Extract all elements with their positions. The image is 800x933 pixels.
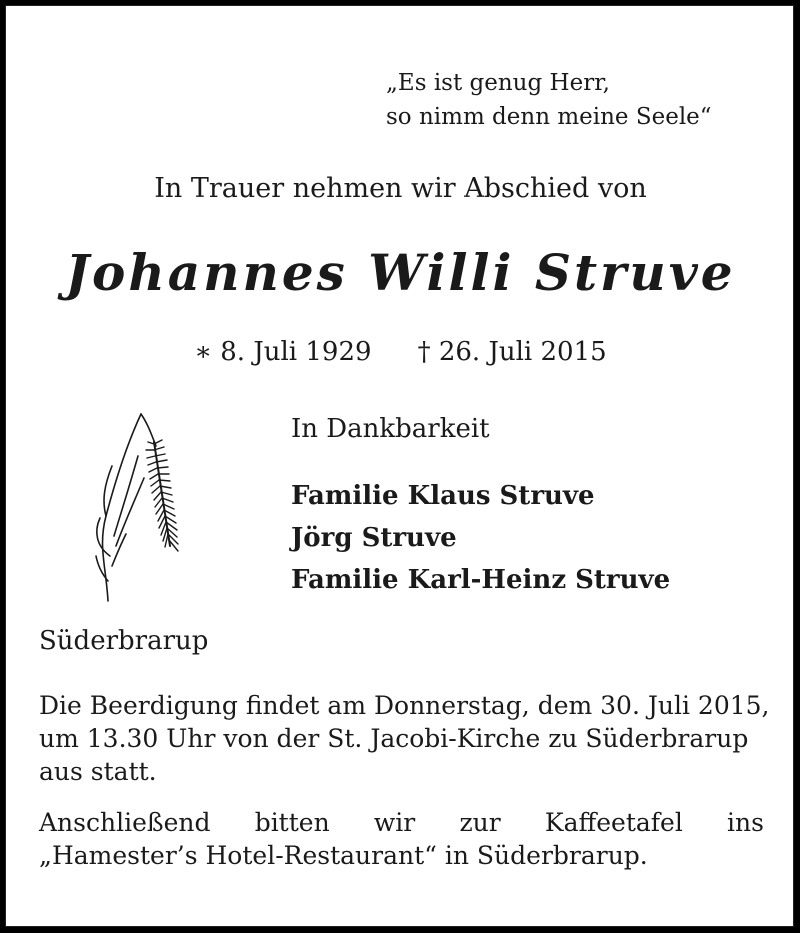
reception-word: zur [459,808,501,837]
obituary-notice [5,5,794,927]
bible-quote [386,66,712,134]
reception-line-1 [39,806,764,839]
reception-line-2: „Hamester’s Hotel-Restaurant“ in Süderbrarup. [39,841,648,870]
quote-line-2: so nimm denn meine Seele“ [386,104,712,130]
reception-info [39,806,764,872]
reception-word: bitten [254,808,330,837]
deceased-name: Johannes Willi Struve [65,243,736,302]
funeral-line-3: aus statt. [39,757,157,786]
funeral-line-2: um 13.30 Uhr von der St. Jacobi-Kirche zu Süderbrarup [39,724,749,753]
mourner-item: Familie Klaus Struve [291,481,595,511]
reception-word: ins [727,808,764,837]
reception-word: wir [373,808,416,837]
mourners-list [291,475,670,601]
place-name: Süderbrarup [39,626,209,656]
reception-word: Kaffeetafel [544,808,683,837]
intro-text: In Trauer nehmen wir Abschied von [154,173,647,204]
funeral-line-1: Die Beerdigung findet am Donnerstag, dem 30. Juli 2015, [39,691,770,720]
death-date: † 26. Juli 2015 [417,337,607,367]
quote-line-1: „Es ist genug Herr, [386,70,610,96]
reception-word: Anschließend [39,808,211,837]
grain-ear-icon [86,406,196,606]
funeral-info [39,689,770,788]
life-dates [6,334,795,370]
mourner-item: Familie Karl-Heinz Struve [291,565,671,595]
birth-date: ∗ 8. Juli 1929 [194,337,372,367]
mourner-item: Jörg Struve [291,523,457,553]
thanks-heading: In Dankbarkeit [291,414,490,444]
